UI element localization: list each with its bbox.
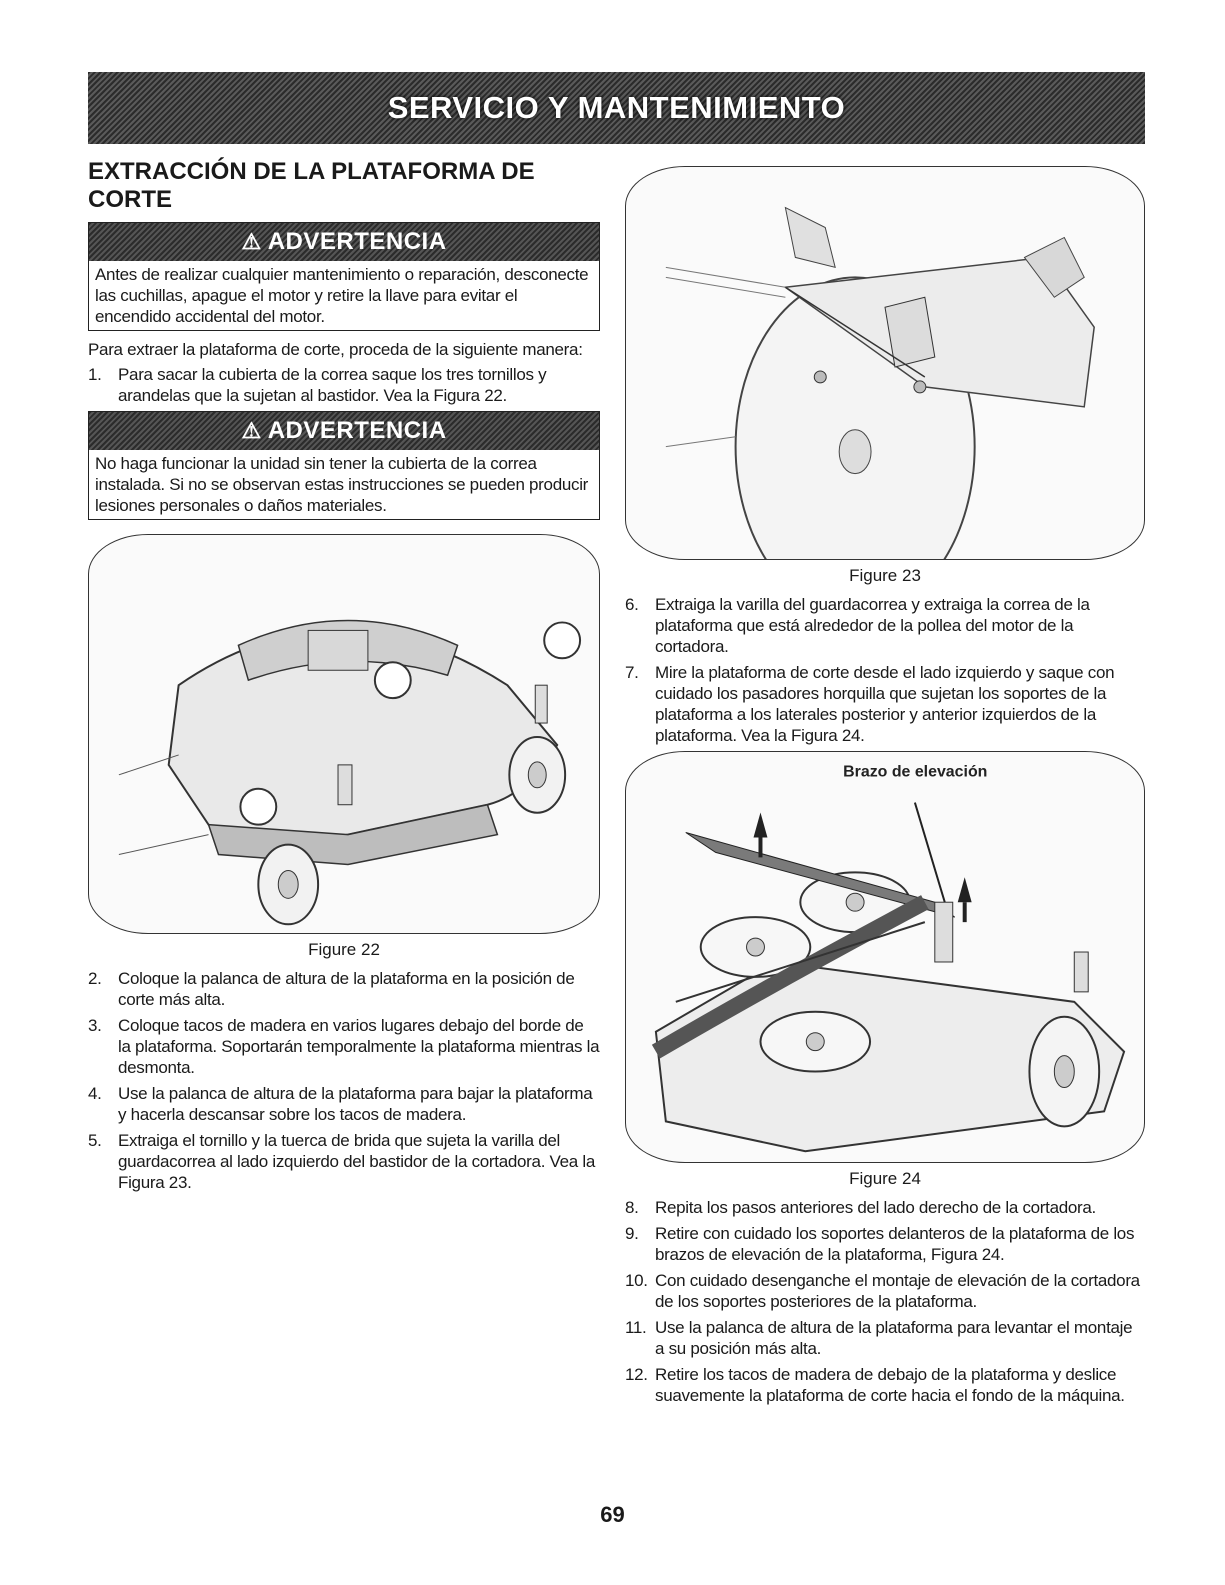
- warning-box-1: [88, 222, 600, 331]
- step-text: Coloque tacos de madera en varios lugares debajo del borde de la plataforma. Soportarán temporalmente la plataforma mientras la desmonta.: [118, 1016, 600, 1077]
- figure-23-caption: Figure 23: [849, 566, 921, 585]
- step-item: [625, 1197, 1145, 1218]
- figure-24-caption: Figure 24: [849, 1169, 921, 1188]
- step-text: Extraiga el tornillo y la tuerca de brida que sujeta la varilla del guardacorrea al lado izquierdo del bastidor de la cortadora. Vea la Figura 23.: [118, 1131, 596, 1192]
- header-banner: [88, 72, 1145, 144]
- step-text: Extraiga la varilla del guardacorrea y extraiga la correa de la plataforma que está alrededor de la pollea del motor de la cortadora.: [655, 595, 1090, 656]
- step-text: Retire los tacos de madera de debajo de la plataforma y deslice suavemente la plataforma de corte hacia el fondo de la máquina.: [655, 1365, 1125, 1405]
- step-item: [625, 594, 1145, 657]
- figure-22-illustration: [88, 534, 600, 934]
- mower-deck-drawing: [89, 535, 599, 933]
- lift-arm-drawing: [626, 752, 1144, 1162]
- step-item: [88, 364, 600, 406]
- warning-text-1: Antes de realizar cualquier mantenimiento o reparación, desconecte las cuchillas, apague el motor y retire la llave para evitar el encendido accidental del motor.: [95, 265, 589, 326]
- figure-24-illustration: [625, 751, 1145, 1163]
- step-number: 1.: [88, 365, 102, 384]
- step-number: 7.: [625, 663, 639, 682]
- step-text: Repita los pasos anteriores del lado derecho de la cortadora.: [655, 1198, 1096, 1217]
- step-item: [625, 1364, 1145, 1406]
- section-title: EXTRACCIÓN DE LA PLATAFORMA DE CORTE: [88, 158, 535, 213]
- step-item: [88, 1015, 600, 1078]
- right-column: [625, 166, 1145, 1411]
- page-title: SERVICIO Y MANTENIMIENTO: [387, 90, 846, 125]
- step-number: 3.: [88, 1016, 102, 1035]
- step-list-1: [88, 364, 600, 406]
- step-text: Para sacar la cubierta de la correa saque los tres tornillos y arandelas que la sujetan al bastidor. Vea la Figura 22.: [118, 365, 547, 405]
- warning-box-2: [88, 411, 600, 520]
- warning-triangle-icon: ⚠: [241, 229, 262, 254]
- step-item: [625, 1317, 1145, 1359]
- intro-text: Para extraer la plataforma de corte, proceda de la siguiente manera:: [88, 340, 583, 359]
- figure-22-caption: Figure 22: [308, 940, 380, 959]
- step-text: Mire la plataforma de corte desde el lado izquierdo y saque con cuidado los pasadores horquilla que sujetan los soportes de la plataforma a los laterales posterior y anterior izquierdos de la plataforma. Vea la Figura 24.: [655, 663, 1115, 745]
- step-number: 5.: [88, 1131, 102, 1150]
- step-item: [625, 1270, 1145, 1312]
- step-list-2: [88, 968, 600, 1193]
- step-item: [625, 662, 1145, 746]
- step-number: 2.: [88, 969, 102, 988]
- step-text: Con cuidado desenganche el montaje de elevación de la cortadora de los soportes posteriores de la plataforma.: [655, 1271, 1140, 1311]
- warning-text-2: No haga funcionar la unidad sin tener la cubierta de la correa instalada. Si no se observan estas instrucciones se pueden producir lesiones personales o daños materiales.: [95, 454, 589, 515]
- step-item: [625, 1223, 1145, 1265]
- step-text: Coloque la palanca de altura de la plataforma en la posición de corte más alta.: [118, 969, 575, 1009]
- step-list-3: [625, 594, 1145, 746]
- figure-23-illustration: [625, 166, 1145, 560]
- step-item: [88, 1083, 600, 1125]
- step-list-4: [625, 1197, 1145, 1406]
- step-text: Use la palanca de altura de la plataforma para bajar la plataforma y hacerla descansar sobre los tacos de madera.: [118, 1084, 593, 1124]
- step-number: 4.: [88, 1084, 102, 1103]
- page-number: 69: [600, 1502, 625, 1527]
- step-number: 8.: [625, 1198, 639, 1217]
- step-number: 9.: [625, 1224, 639, 1243]
- wheel-bracket-drawing: [626, 167, 1144, 559]
- step-number: 10.: [625, 1271, 648, 1290]
- left-column: [88, 158, 600, 1198]
- step-item: [88, 1130, 600, 1193]
- warning-header-2: [89, 412, 599, 450]
- step-text: Retire con cuidado los soportes delanteros de la plataforma de los brazos de elevación de la plataforma, Figura 24.: [655, 1224, 1135, 1264]
- step-number: 6.: [625, 595, 639, 614]
- warning-title-2: ADVERTENCIA: [267, 417, 447, 444]
- figure-24-label: Brazo de elevación: [843, 763, 988, 781]
- step-number: 12.: [625, 1365, 648, 1384]
- step-number: 11.: [625, 1318, 647, 1337]
- warning-header-1: [89, 223, 599, 261]
- warning-triangle-icon: ⚠: [241, 418, 262, 443]
- warning-title-1: ADVERTENCIA: [267, 228, 447, 255]
- step-text: Use la palanca de altura de la plataforma para levantar el montaje a su posición más alta.: [655, 1318, 1133, 1358]
- step-item: [88, 968, 600, 1010]
